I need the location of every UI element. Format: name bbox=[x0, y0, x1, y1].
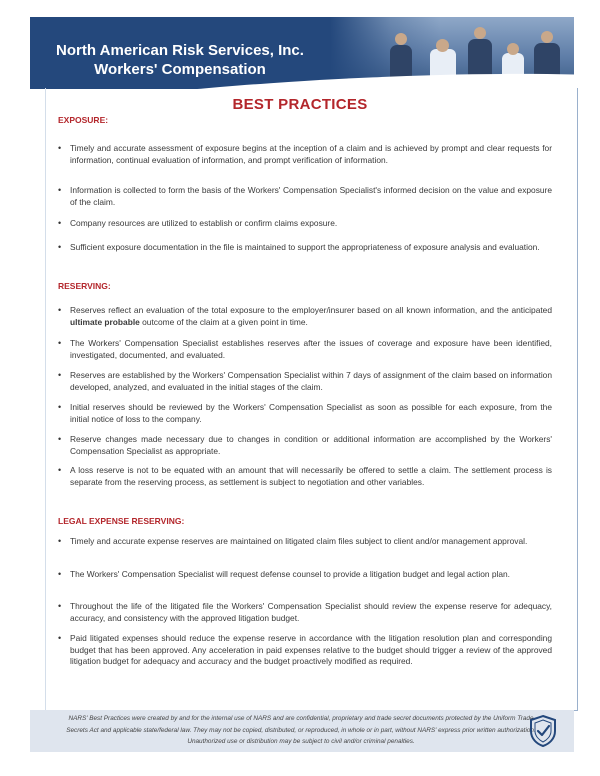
list-item: • A loss reserve is not to be equated with an amount that will necessarily be offered to settle a claim. The settlement process is separate from the reserving process, as settlement is subject to negotiation and other variables. bbox=[58, 465, 552, 487]
bullet-icon: • bbox=[58, 601, 62, 611]
list-item: • Paid litigated expenses should reduce the expense reserve in accordance with the litigation resolution plan and corresponding budget that has been approved. Any acceleration in paid expenses relative to the budget should trigger a review of the approved litigation budget for adequacy and accuracy and the budget proactively modified as required. bbox=[58, 633, 552, 666]
list-item: • Timely and accurate expense reserves are maintained on litigated claim files subject to client and/or management approval. bbox=[58, 536, 528, 546]
list-item: • Company resources are utilized to establish or confirm claims exposure. bbox=[58, 218, 338, 228]
bullet-icon: • bbox=[58, 569, 62, 579]
list-item: • The Workers' Compensation Specialist establishes reserves after the issues of coverage and exposure have been identified, investigated, documented, and evaluated. bbox=[58, 338, 552, 360]
bullet-icon: • bbox=[58, 305, 62, 315]
list-item: • Reserve changes made necessary due to changes in condition or additional information are accomplished by the Workers' Compensation Specialist as appropriate. bbox=[58, 434, 552, 456]
confidentiality-notice: NARS' Best Practices were created by and for the internal use of NARS and are confidential, proprietary and trade secret documents protected by the Uniform Trade Secrets Act and applicable state/federal law. They may not be copied, distributed, or reproduced, in whole or in part, without NARS' express prior written authorization. Unauthorized use or distribution may be subject to civil and/or criminal penalties. bbox=[66, 715, 536, 745]
section-heading-legal-expense: LEGAL EXPENSE RESERVING: bbox=[58, 516, 185, 526]
company-name: North American Risk Services, Inc. bbox=[56, 42, 304, 59]
bullet-icon: • bbox=[58, 402, 62, 412]
list-item: • Information is collected to form the basis of the Workers' Compensation Specialist's informed decision on the value and exposure of the claim. bbox=[58, 185, 552, 207]
bullet-icon: • bbox=[58, 434, 62, 444]
bullet-icon: • bbox=[58, 338, 62, 348]
bullet-icon: • bbox=[58, 185, 62, 195]
footer-bar bbox=[30, 710, 574, 752]
division-name: Workers' Compensation bbox=[94, 61, 266, 78]
bullet-icon: • bbox=[58, 218, 62, 228]
bullet-icon: • bbox=[58, 465, 62, 475]
shield-check-icon bbox=[528, 714, 558, 748]
list-item: • Reserves are established by the Workers' Compensation Specialist within 7 days of assignment of the claim based on information developed, analyzed, and evaluated in the initial stages of the claim. bbox=[58, 370, 552, 392]
header-banner bbox=[30, 17, 574, 89]
list-item: • The Workers' Compensation Specialist will request defense counsel to provide a litigation budget and legal action plan. bbox=[58, 569, 510, 579]
list-item: • Initial reserves should be reviewed by the Workers' Compensation Specialist as soon as possible for each exposure, from the initial notice of loss to the company. bbox=[58, 402, 552, 424]
list-item: • Timely and accurate assessment of exposure begins at the inception of a claim and is achieved by prompt and clear requests for information, continual evaluation of information, and prompt verification of information. bbox=[58, 143, 552, 165]
section-heading-exposure: EXPOSURE: bbox=[58, 115, 109, 125]
section-heading-reserving: RESERVING: bbox=[58, 281, 111, 291]
emphasis-ultimate-probable: ultimate probable bbox=[70, 316, 140, 327]
bullet-icon: • bbox=[58, 536, 62, 546]
list-item: • Reserves reflect an evaluation of the total exposure to the employer/insurer based on all known information, and the anticipated ultimate probable outcome of the claim at a given point in time. bbox=[58, 305, 552, 327]
bullet-icon: • bbox=[58, 143, 62, 153]
list-item: • Sufficient exposure documentation in the file is maintained to support the appropriateness of exposure analysis and evaluation. bbox=[58, 242, 540, 252]
bullet-icon: • bbox=[58, 633, 62, 643]
page-title: BEST PRACTICES bbox=[232, 96, 368, 113]
list-item: • Throughout the life of the litigated file the Workers' Compensation Specialist should review the expense reserve for adequacy, accuracy, and consistency with the approved litigation budget. bbox=[58, 601, 552, 623]
bullet-icon: • bbox=[58, 242, 62, 252]
bullet-icon: • bbox=[58, 370, 62, 380]
